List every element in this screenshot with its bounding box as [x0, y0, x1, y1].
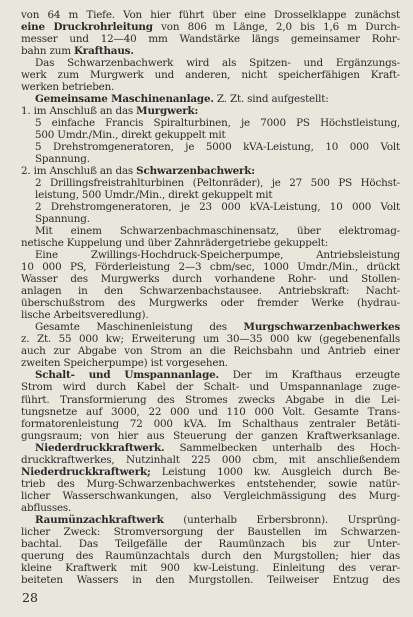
text-line: [21, 442, 400, 454]
text-line: [21, 369, 400, 381]
text-line: [21, 394, 400, 406]
text-run: Spannung.: [35, 213, 90, 226]
text-run: trieb des Murg-Schwarzenbachwerkes entstehender, sowie natür-: [21, 477, 400, 490]
text-run: tungsnetze auf 3000, 22 000 und 110 000 Volt. Gesamte Trans-: [21, 405, 400, 418]
text-line: [21, 285, 400, 297]
text-run: druckkraftwerkes, Nutzinhalt 225 000 cbm, mit anschließendem: [21, 453, 400, 466]
text-line: [21, 562, 400, 574]
bold-text: Raumünzachkraftwerk: [35, 513, 164, 526]
text-run: 2 Drehstromgeneratoren, je 23 000 kVA-Leistung, 10 000 Volt: [35, 201, 400, 214]
text-run: führt. Transformierung des Stromes zwecks Abgabe in die Lei-: [21, 393, 400, 406]
text-run: kleine Kraftwerk mit 900 kw-Leistung. Einleitung des verar-: [21, 561, 400, 574]
text-run: Spannung.: [35, 153, 90, 166]
text-line: [21, 418, 400, 430]
text-line: [21, 309, 400, 321]
text-run: bachtal. Das Teilgefälle der Raumünzach bis zur Unter-: [21, 537, 400, 550]
text-run: 2 Drillingsfreistrahlturbinen (Peltonräder), je 27 500 PS Höchst-: [35, 177, 400, 190]
bold-text: Schalt- und Umspannanlage.: [35, 369, 219, 382]
text-line: [21, 454, 400, 466]
text-run: 5 einfache Francis Spiralturbinen, je 7000 PS Höchstleistung,: [35, 117, 400, 130]
text-run: 1. im Anschluß an das: [21, 105, 137, 118]
text-run: Wasser des Murgwerks durch vorhandene Rohr- und Stollen-: [21, 273, 400, 286]
bold-text: Murgschwarzenbachwerkes: [243, 321, 400, 334]
text-run: Sammelbecken unterhalb des Hoch-: [164, 441, 400, 454]
text-line: [21, 117, 400, 129]
text-run: beiteten Wassers in den Murgstollen. Teilweiser Entzug des: [21, 573, 400, 586]
text-line: [21, 381, 400, 393]
text-line: [21, 213, 400, 225]
text-run: licher Wasserschwankungen, also Vergleichmässigung des Murg-: [21, 489, 400, 502]
text-line: [21, 261, 400, 273]
text-line: [21, 69, 400, 81]
text-run: leistung, 500 Umdr./Min., direkt gekuppelt mit: [35, 189, 273, 202]
text-run: 5 Drehstromgeneratoren, je 5000 kVA-Leistung, 10 000 Volt: [35, 141, 400, 154]
text-line: [21, 478, 400, 490]
text-run: licher Zweck: Stromversorgung der Baustellen im Schwarzen-: [21, 525, 400, 538]
text-line: [21, 574, 400, 586]
bold-text: Gemeinsame Maschinenanlage.: [35, 93, 214, 106]
text-run: formatorenleistung 72 000 kVA. Im Schalthaus zentraler Betäti-: [21, 417, 400, 430]
text-line: [21, 345, 400, 357]
text-run: 500 Umdr./Min., direkt gekuppelt mit: [35, 129, 226, 142]
text-run: Strom wird durch Kabel der Schalt- und Umspannanlage zuge-: [21, 381, 400, 394]
text-line: [21, 141, 400, 153]
text-run: zweiten Speicherpumpe) ist vorgesehen.: [21, 357, 228, 370]
text-run: 10 000 PS, Förderleistung 2—3 cbm/sec, 1000 Umdr./Min., drückt: [21, 261, 400, 274]
text-line: [21, 297, 400, 309]
text-line: [21, 93, 400, 105]
text-line: [21, 165, 400, 177]
text-run: Der im Krafthaus erzeugte: [218, 369, 400, 382]
text-line: [21, 21, 400, 33]
text-run: querung des Raumünzachtals durch den Murgstollen; hier das: [21, 549, 400, 562]
bold-text: Niederdruckkraftwerk.: [35, 441, 165, 454]
text-line: [21, 9, 400, 21]
text-line: [21, 237, 400, 249]
text-line: [21, 81, 400, 93]
bold-text: Krafthaus.: [74, 45, 134, 58]
text-line: [21, 502, 400, 514]
text-run: messer und 12—40 mm Wandstärke längs gemeinsamer Rohr-: [21, 33, 400, 46]
text-line: [21, 45, 400, 57]
text-line: [21, 201, 400, 213]
text-line: [21, 333, 400, 345]
text-line: [21, 526, 400, 538]
text-line: [21, 321, 400, 333]
text-run: (unterhalb Erbersbronn). Ursprüng-: [163, 513, 400, 526]
text-line: [21, 177, 400, 189]
bold-text: eine Druckrohrleitung: [21, 21, 153, 34]
text-run: z. Zt. 55 000 kw; Erweiterung um 30—35 000 kw (gegebenenfalls: [21, 333, 400, 346]
text-line: [21, 249, 400, 261]
text-run: netische Kuppelung und über Zahnrädergetriebe gekuppelt:: [21, 237, 329, 250]
text-run: lische Arbeitsveredlung).: [21, 309, 149, 322]
text-run: Das Schwarzenbachwerk wird als Spitzen- und Ergänzungs-: [35, 57, 400, 70]
text-run: 2. im Anschluß an das: [21, 165, 137, 178]
page-number: 28: [22, 590, 38, 605]
bold-text: Schwarzenbachwerk:: [136, 165, 255, 178]
text-line: [21, 33, 400, 45]
text-run: von 64 m Tiefe. Von hier führt über eine Drosselklappe zunächst: [21, 9, 400, 21]
text-run: gungsraum; von hier aus Steuerung der ganzen Kraftwerksanlage.: [21, 429, 400, 442]
text-run: werk zum Murgwerk und anderen, nicht speicherfähigen Kraft-: [21, 69, 400, 82]
text-run: Gesamte Maschinenleistung des: [35, 321, 244, 334]
text-line: [21, 466, 400, 478]
text-line: [21, 514, 400, 526]
text-line: [21, 189, 400, 201]
text-run: Z. Zt. sind aufgestellt:: [213, 93, 329, 106]
text-line: [21, 406, 400, 418]
text-line: [21, 225, 400, 237]
text-line: [21, 273, 400, 285]
text-line: [21, 153, 400, 165]
text-line: [21, 538, 400, 550]
text-run: Mit einem Schwarzenbachmaschinensatz, über elektromag-: [35, 225, 400, 238]
text-line: [21, 57, 400, 69]
text-run: auch zur Abgabe von Strom an die Reichsbahn und Antrieb einer: [21, 345, 400, 358]
text-run: überschußstrom des Murgwerks oder fremder Werke (hydrau-: [21, 297, 400, 310]
text-run: Eine Zwillings-Hochdruck-Speicherpumpe, Antriebsleistung: [35, 249, 400, 262]
text-run: werken betrieben.: [21, 81, 115, 94]
body-text: [21, 9, 400, 586]
text-line: [21, 105, 400, 117]
text-run: von 806 m Länge, 2,0 bis 1,6 m Durch-: [152, 21, 400, 34]
text-run: abflusses.: [21, 501, 72, 514]
text-run: bahn zum: [21, 45, 74, 58]
text-line: [21, 129, 400, 141]
bold-text: Niederdruckkraftwerk;: [21, 465, 151, 478]
text-line: [21, 550, 400, 562]
text-line: [21, 490, 400, 502]
text-run: anlagen in den Schwarzenbachstausee. Antriebskraft: Nacht-: [21, 285, 400, 298]
bold-text: Murgwerk:: [136, 105, 199, 118]
text-line: [21, 357, 400, 369]
text-run: Leistung 1000 kw. Ausgleich durch Be-: [150, 465, 400, 478]
text-line: [21, 430, 400, 442]
